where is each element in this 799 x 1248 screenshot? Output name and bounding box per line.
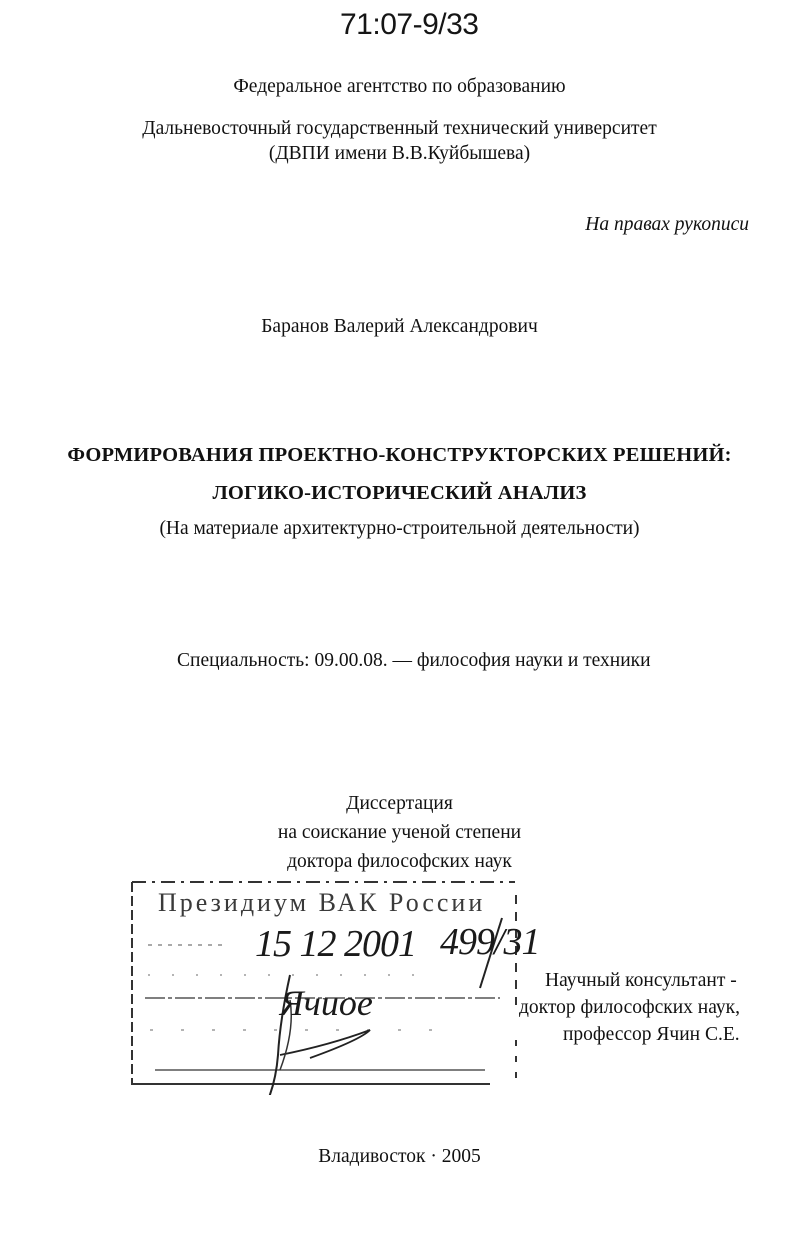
manuscript-note: На правах рукописи	[585, 214, 749, 235]
specialty: Специальность: 09.00.08. — философия науки и техники	[177, 650, 651, 671]
consultant-line3: профессор Ячин С.Е.	[563, 1024, 740, 1045]
document-code: 71:07-9/33	[340, 8, 479, 41]
degree-line2: на соискание ученой степени	[277, 822, 522, 843]
stamp-handwritten-date: 15 12 2001	[255, 923, 416, 965]
vak-stamp	[130, 880, 540, 1095]
dissertation-subtitle: (На материале архитектурно-строительной деятельности)	[159, 518, 640, 539]
degree-line1: Диссертация	[346, 793, 453, 814]
consultant-line2: доктор философских наук,	[519, 997, 740, 1018]
degree-line3: доктора философских наук	[287, 851, 512, 872]
stamp-handwritten-number: 499/31	[440, 921, 540, 963]
stamp-header: Президиум ВАК России	[158, 888, 486, 917]
city-year: Владивосток · 2005	[318, 1146, 481, 1167]
university-alias: (ДВПИ имени В.В.Куйбышева)	[268, 143, 531, 164]
agency-name: Федеральное агентство по образованию	[233, 76, 566, 97]
dissertation-title-line1: ФОРМИРОВАНИЯ ПРОЕКТНО-КОНСТРУКТОРСКИХ РЕШЕНИЙ:	[67, 444, 732, 466]
stamp-signature: Ячиое	[280, 983, 373, 1023]
author-name: Баранов Валерий Александрович	[261, 316, 538, 337]
consultant-line1: Научный консультант -	[545, 970, 737, 991]
university-name: Дальневосточный государственный технический университет	[142, 118, 657, 139]
dissertation-title-line2: ЛОГИКО-ИСТОРИЧЕСКИЙ АНАЛИЗ	[212, 482, 587, 504]
